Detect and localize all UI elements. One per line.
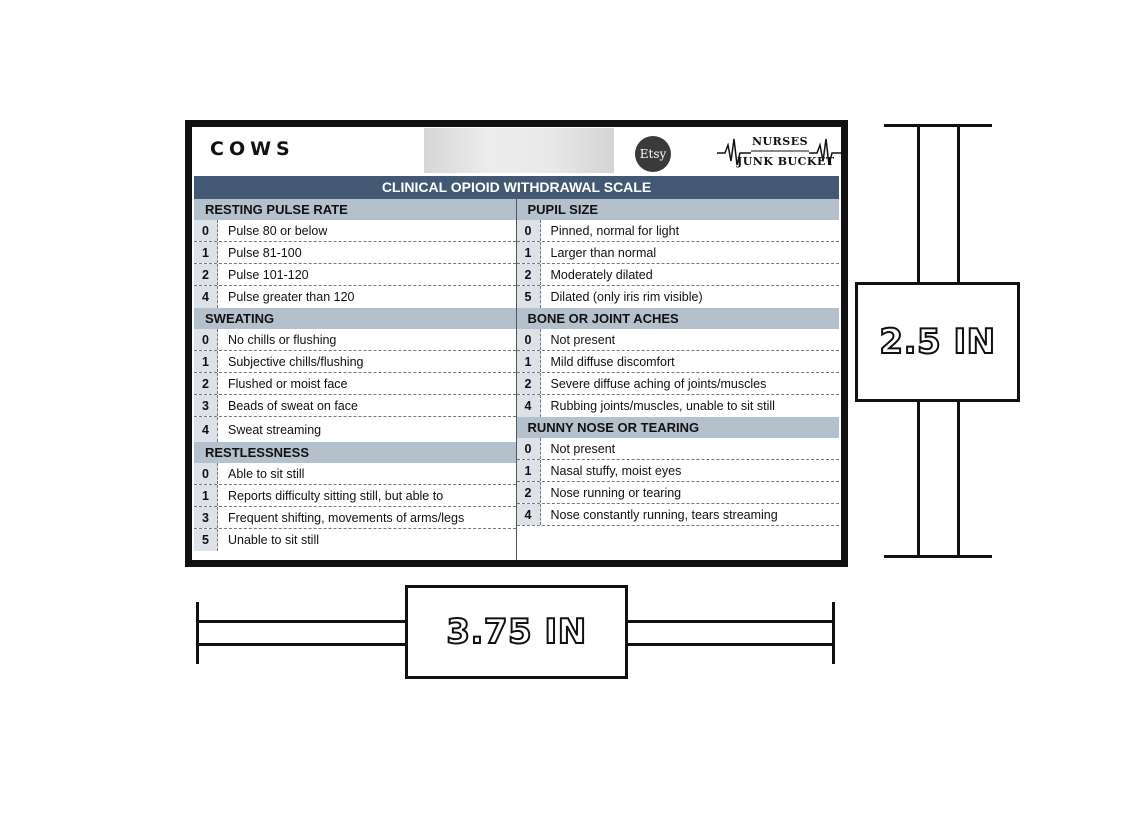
score-value: 0 (194, 463, 218, 484)
dimension-line (957, 402, 960, 555)
item-description: Flushed or moist face (228, 377, 348, 391)
score-value: 0 (517, 438, 541, 459)
score-value: 0 (517, 329, 541, 350)
item-description: No chills or flushing (228, 333, 337, 347)
section-heading-restlessness: RESTLESSNESS (194, 442, 516, 463)
score-value: 4 (517, 504, 541, 525)
etsy-badge-icon: Etsy (635, 136, 671, 172)
scale-title: CLINICAL OPIOID WITHDRAWAL SCALE (194, 176, 839, 199)
item-description: Pulse 81-100 (228, 246, 302, 260)
cows-card (185, 120, 848, 567)
list-item (517, 504, 840, 526)
section-heading-runny-nose-tearing: RUNNY NOSE OR TEARING (517, 417, 840, 438)
item-description: Nasal stuffy, moist eyes (550, 464, 682, 478)
item-description: Reports difficulty sitting still, but able to (228, 489, 444, 503)
height-label: 2.5 IN (879, 322, 996, 362)
width-dimension (196, 585, 838, 681)
score-value: 3 (194, 395, 218, 416)
item-description: Nose running or tearing (550, 486, 682, 500)
list-item (194, 329, 516, 351)
section-heading-pupil-size: PUPIL SIZE (517, 199, 840, 220)
nurses-junk-bucket-logo (717, 131, 841, 173)
list-item (194, 417, 516, 442)
item-description: Frequent shifting, movements of arms/legs (228, 511, 465, 525)
score-value: 5 (194, 529, 218, 551)
dimension-tick (196, 602, 199, 664)
dimension-line (199, 620, 405, 623)
item-description: Nose constantly running, tears streaming (550, 508, 778, 522)
item-description: Pulse greater than 120 (228, 290, 355, 304)
score-value: 1 (194, 242, 218, 263)
list-item (517, 242, 840, 264)
list-item (194, 373, 516, 395)
brand-title: COWS (210, 138, 295, 160)
section-heading-bone-joint-aches: BONE OR JOINT ACHES (517, 308, 840, 329)
item-description: Dilated (only iris rim visible) (550, 290, 703, 304)
dimension-tick (832, 602, 835, 664)
score-value: 1 (194, 351, 218, 372)
card-header (192, 127, 841, 176)
item-description: Not present (550, 442, 616, 456)
score-value: 2 (517, 373, 541, 394)
dimension-tick (884, 124, 992, 127)
list-item (517, 329, 840, 351)
dimension-line (628, 620, 832, 623)
item-description: Able to sit still (228, 467, 305, 481)
width-label-box (405, 585, 628, 679)
item-description: Pulse 101-120 (228, 268, 309, 282)
list-item (194, 485, 516, 507)
list-item (194, 220, 516, 242)
height-label-box (855, 282, 1020, 402)
item-description: Not present (550, 333, 616, 347)
dimension-line (917, 127, 920, 282)
left-column (194, 199, 516, 560)
score-value: 3 (194, 507, 218, 528)
list-item (517, 351, 840, 373)
score-value: 1 (517, 460, 541, 481)
item-description: Mild diffuse discomfort (550, 355, 675, 369)
list-item (517, 395, 840, 417)
scale-columns (194, 199, 839, 560)
dimension-line (917, 402, 920, 555)
list-item (194, 264, 516, 286)
list-item (194, 242, 516, 264)
score-value: 1 (517, 242, 541, 263)
score-value: 0 (194, 220, 218, 241)
score-value: 0 (194, 329, 218, 350)
item-description: Subjective chills/flushing (228, 355, 364, 369)
list-item (517, 286, 840, 308)
list-item (194, 463, 516, 485)
dimension-line (199, 643, 405, 646)
width-label: 3.75 IN (446, 612, 587, 652)
height-dimension (855, 124, 1025, 558)
list-item (517, 373, 840, 395)
item-description: Beads of sweat on face (228, 399, 358, 413)
item-description: Unable to sit still (228, 533, 320, 547)
list-item (194, 351, 516, 373)
item-description: Larger than normal (550, 246, 657, 260)
item-description: Pinned, normal for light (550, 224, 680, 238)
blurred-placeholder (424, 128, 614, 173)
score-value: 2 (194, 264, 218, 285)
logo-line-1: NURSES (752, 135, 809, 148)
list-item (517, 220, 840, 242)
list-item (517, 438, 840, 460)
score-value: 2 (517, 482, 541, 503)
item-description: Pulse 80 or below (228, 224, 328, 238)
score-value: 2 (194, 373, 218, 394)
dimension-line (957, 127, 960, 282)
dimension-line (628, 643, 832, 646)
item-description: Rubbing joints/muscles, unable to sit still (550, 399, 775, 413)
score-value: 4 (194, 286, 218, 308)
section-heading-sweating: SWEATING (194, 308, 516, 329)
score-value: 4 (194, 417, 218, 442)
score-value: 4 (517, 395, 541, 417)
section-heading-pulse: RESTING PULSE RATE (194, 199, 516, 220)
list-item (194, 286, 516, 308)
score-value: 2 (517, 264, 541, 285)
item-description: Moderately dilated (550, 268, 653, 282)
list-item (194, 529, 516, 551)
list-item (194, 507, 516, 529)
list-item (194, 395, 516, 417)
score-value: 0 (517, 220, 541, 241)
list-item (517, 460, 840, 482)
score-value: 5 (517, 286, 541, 308)
dimension-tick (884, 555, 992, 558)
list-item (517, 482, 840, 504)
logo-line-2: JUNK BUCKET (737, 155, 835, 168)
score-value: 1 (517, 351, 541, 372)
item-description: Sweat streaming (228, 423, 322, 437)
list-item (517, 264, 840, 286)
score-value: 1 (194, 485, 218, 506)
right-column (516, 199, 840, 560)
item-description: Severe diffuse aching of joints/muscles (550, 377, 767, 391)
